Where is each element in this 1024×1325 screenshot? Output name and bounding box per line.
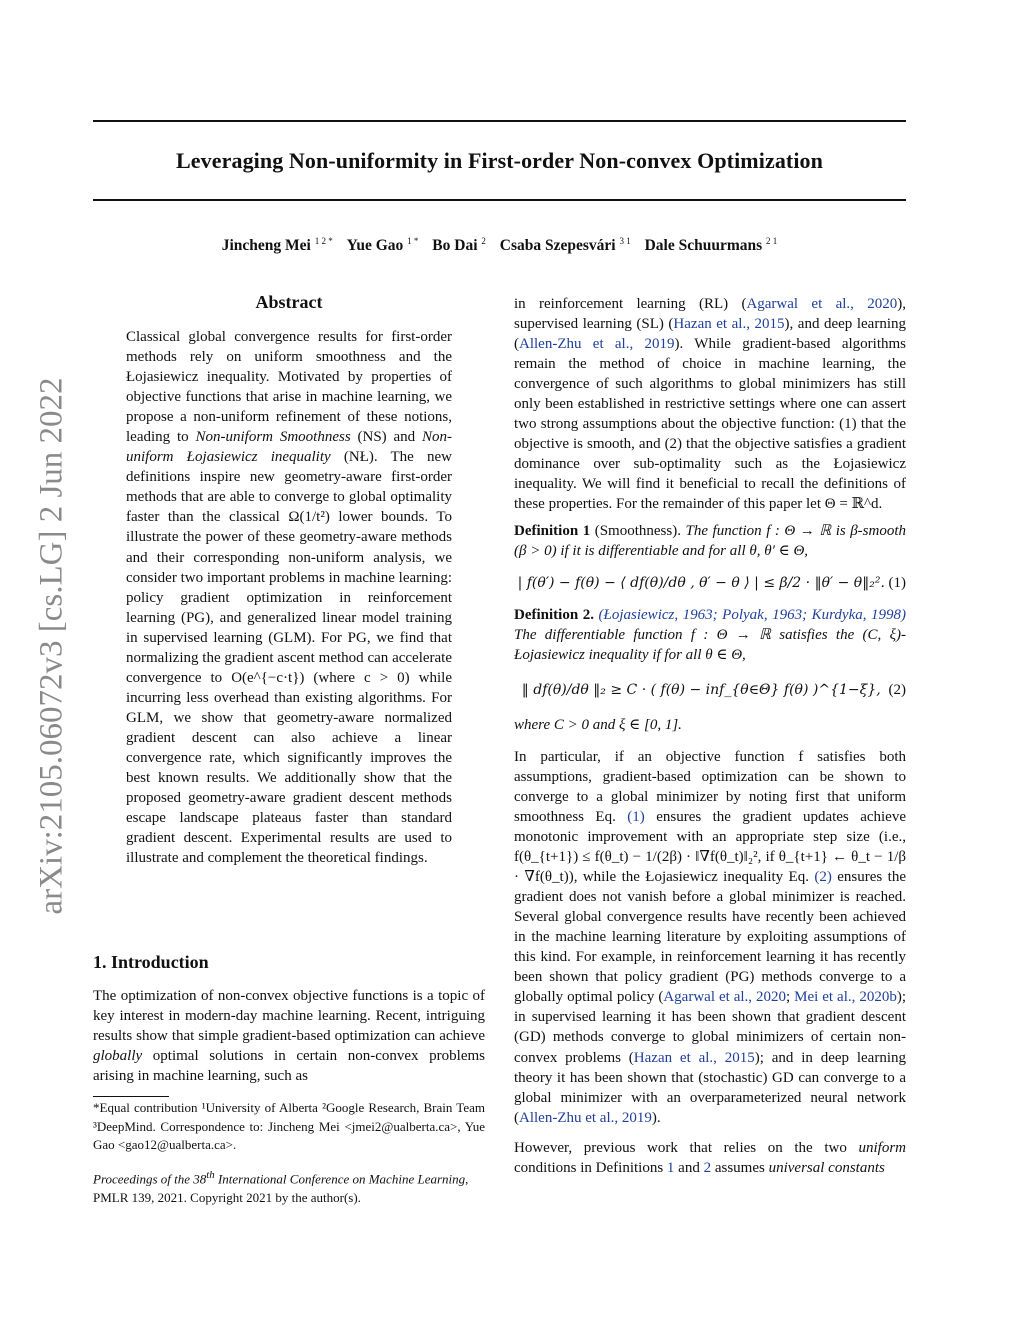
definition-ref-link[interactable]: 2 (703, 1159, 712, 1176)
paper-title: Leveraging Non-uniformity in First-order Non-convex Optimization (176, 148, 823, 173)
citation-link[interactable]: Hazan et al., 2015 (673, 316, 785, 333)
section-heading-introduction: 1. Introduction (93, 952, 209, 972)
equation-1: | f(θ′) − f(θ) − ⟨ df(θ)/dθ , θ′ − θ ⟩ | ≤ β/2 · ‖θ′ − θ‖₂². (1) (514, 563, 906, 603)
footnote-rule (93, 1096, 169, 1097)
equation-ref-link[interactable]: (2) (814, 869, 832, 886)
citation-link[interactable]: Allen-Zhu et al., 2019 (519, 1109, 652, 1126)
equation-number: (1) (888, 574, 906, 591)
equation-ref-link[interactable]: (1) (627, 808, 645, 825)
paragraph: However, previous work that relies on the two uniform conditions in Definitions 1 and 2 assumes universal constants (514, 1139, 906, 1176)
definition-1: Definition 1 (Smoothness). The function f : Θ → ℝ is β-smooth (β > 0) if it is differentiable and for all θ, θ′ ∈ Θ, (514, 522, 907, 559)
definition-2: Definition 2. (Łojasiewicz, 1963; Polyak, 1963; Kurdyka, 1998) The differentiable function f : Θ → ℝ satisfies the (C, ξ)-Łojasiewicz inequality if for all θ ∈ Θ, (514, 606, 907, 663)
citation-link[interactable]: (Łojasiewicz, 1963; Polyak, 1963; Kurdyka, 1998) (598, 606, 907, 623)
citation-link[interactable]: Allen-Zhu et al., 2019 (519, 336, 675, 353)
citation-link[interactable]: Hazan et al., 2015 (633, 1049, 755, 1066)
author: Csaba Szepesvári $^{3 1}$ (499, 236, 631, 255)
citation-link[interactable]: Agarwal et al., 2020 (663, 989, 787, 1006)
top-rule (93, 120, 906, 122)
author: Jincheng Mei $^{1 2 *}$ (221, 236, 333, 255)
abstract-heading: Abstract (255, 292, 323, 312)
intro-paragraph: The optimization of non-convex objective functions is a topic of key interest in modern-day machine learning. Recent, intriguing results show that simple gradient-based optimization can achieve globally optimal solutions in certain non-convex problems arising in machine learning, such as (93, 988, 485, 1085)
author: Dale Schuurmans $^{2 1}$ (644, 236, 778, 255)
right-column (514, 294, 906, 1178)
arxiv-stamp: arXiv:2105.06072v3 [cs.LG] 2 Jun 2022 (33, 377, 70, 915)
author: Yue Gao $^{1 *}$ (346, 236, 419, 255)
equation-2: ‖ df(θ)/dθ ‖₂ ≥ C · ( f(θ) − inf_{θ∈Θ} f(θ) )^{1−ξ}, (2) (514, 667, 906, 713)
author: Bo Dai $^2$ (432, 236, 486, 255)
proceedings-note: Proceedings of the 38th International Conference on Machine Learning, PMLR 139, 2021. Copyright 2021 by the author(s). (93, 1169, 469, 1205)
equation-number: (2) (888, 681, 906, 698)
paragraph: In particular, if an objective function f satisfies both assumptions, gradient-based optimization can be shown to converge to a global minimizer by noting first that uniform smoothness Eq. (1) ensures the gradient updates achieve monotonic improvement with an appropriate step size (i.e., f(θ_{t+1}) ≤ f(θ_t) − 1/(2β) · ‖∇f(θ_t)‖₂², if θ_{t+1} ← θ_t − 1/β · ∇f(θ_t)), while the Łojasiewicz inequality Eq. (2) ensures the gradient does not vanish before a global minimizer is reached. Several global convergence results have recently been achieved in the machine learning literature by exploiting assumptions of this kind. For example, in reinforcement learning it has recently been shown that policy gradient (PG) methods converge to a globally optimal policy (Agarwal et al., 2020; Mei et al., 2020b); in supervised learning it has been shown that gradient descent (GD) methods converge to global minimizers of certain non-convex problems (Hazan et al., 2015); and in deep learning theory it has been shown that (stochastic) GD can converge to a global minimizer with an overparameterized neural network (Allen-Zhu et al., 2019). (514, 748, 906, 1126)
title-bottom-rule (93, 199, 906, 201)
paragraph: in reinforcement learning (RL) (Agarwal et al., 2020), supervised learning (SL) (Hazan et al., 2015), and deep learning (Allen-Zhu et al., 2019). While gradient-based algorithms remain the method of choice in machine learning, the convergence of such algorithms to global minimizers has still only been established in restrictive settings where one can assert two strong assumptions about the objective function: (1) that the objective is smooth, and (2) that the objective satisfies a gradient dominance over sub-optimality such as the Łojasiewicz inequality. We will find it beneficial to recall the definitions of these properties. For the remainder of this paper let Θ = ℝ^d. (514, 296, 906, 513)
citation-link[interactable]: Agarwal et al., 2020 (746, 296, 898, 312)
footnote: *Equal contribution ¹University of Alberta ²Google Research, Brain Team ³DeepMind. Correspondence to: Jincheng Mei <jmei2@ualberta.ca>, Yue Gao <gao12@ualberta.ca>. (93, 1100, 485, 1152)
citation-link[interactable]: Mei et al., 2020b (794, 989, 897, 1006)
definition-ref-link[interactable]: 1 (666, 1159, 675, 1176)
abstract-body: Classical global convergence results for first-order methods rely on uniform smoothness and the Łojasiewicz inequality. Motivated by properties of objective functions that arise in machine learning, we propose a non-uniform refinement of these notions, leading to Non-uniform Smoothness (NS) and Non-uniform Łojasiewicz inequality (NŁ). The new definitions inspire new geometry-aware first-order methods that are able to converge to global optimality faster than the classical Ω(1/t²) lower bounds. To illustrate the power of these geometry-aware methods and their corresponding non-uniform analysis, we consider two important problems in machine learning: policy gradient optimization in reinforcement learning (PG), and generalized linear model training in supervised learning (GLM). For PG, we find that normalizing the gradient ascent method can accelerate convergence to O(e^{−c·t}) (where c > 0) while incurring less overhead than existing algorithms. For GLM, we show that geometry-aware normalized gradient descent can also achieve a linear convergence rate, which significantly improves the best known results. We additionally show that the proposed geometry-aware gradient descent methods escape landscape plateaus faster than standard gradient descent. Experimental results are used to illustrate and complement the theoretical findings. (126, 329, 452, 867)
author-list (93, 236, 906, 255)
definition-2-condition: where C > 0 and ξ ∈ [0, 1]. (514, 716, 682, 733)
